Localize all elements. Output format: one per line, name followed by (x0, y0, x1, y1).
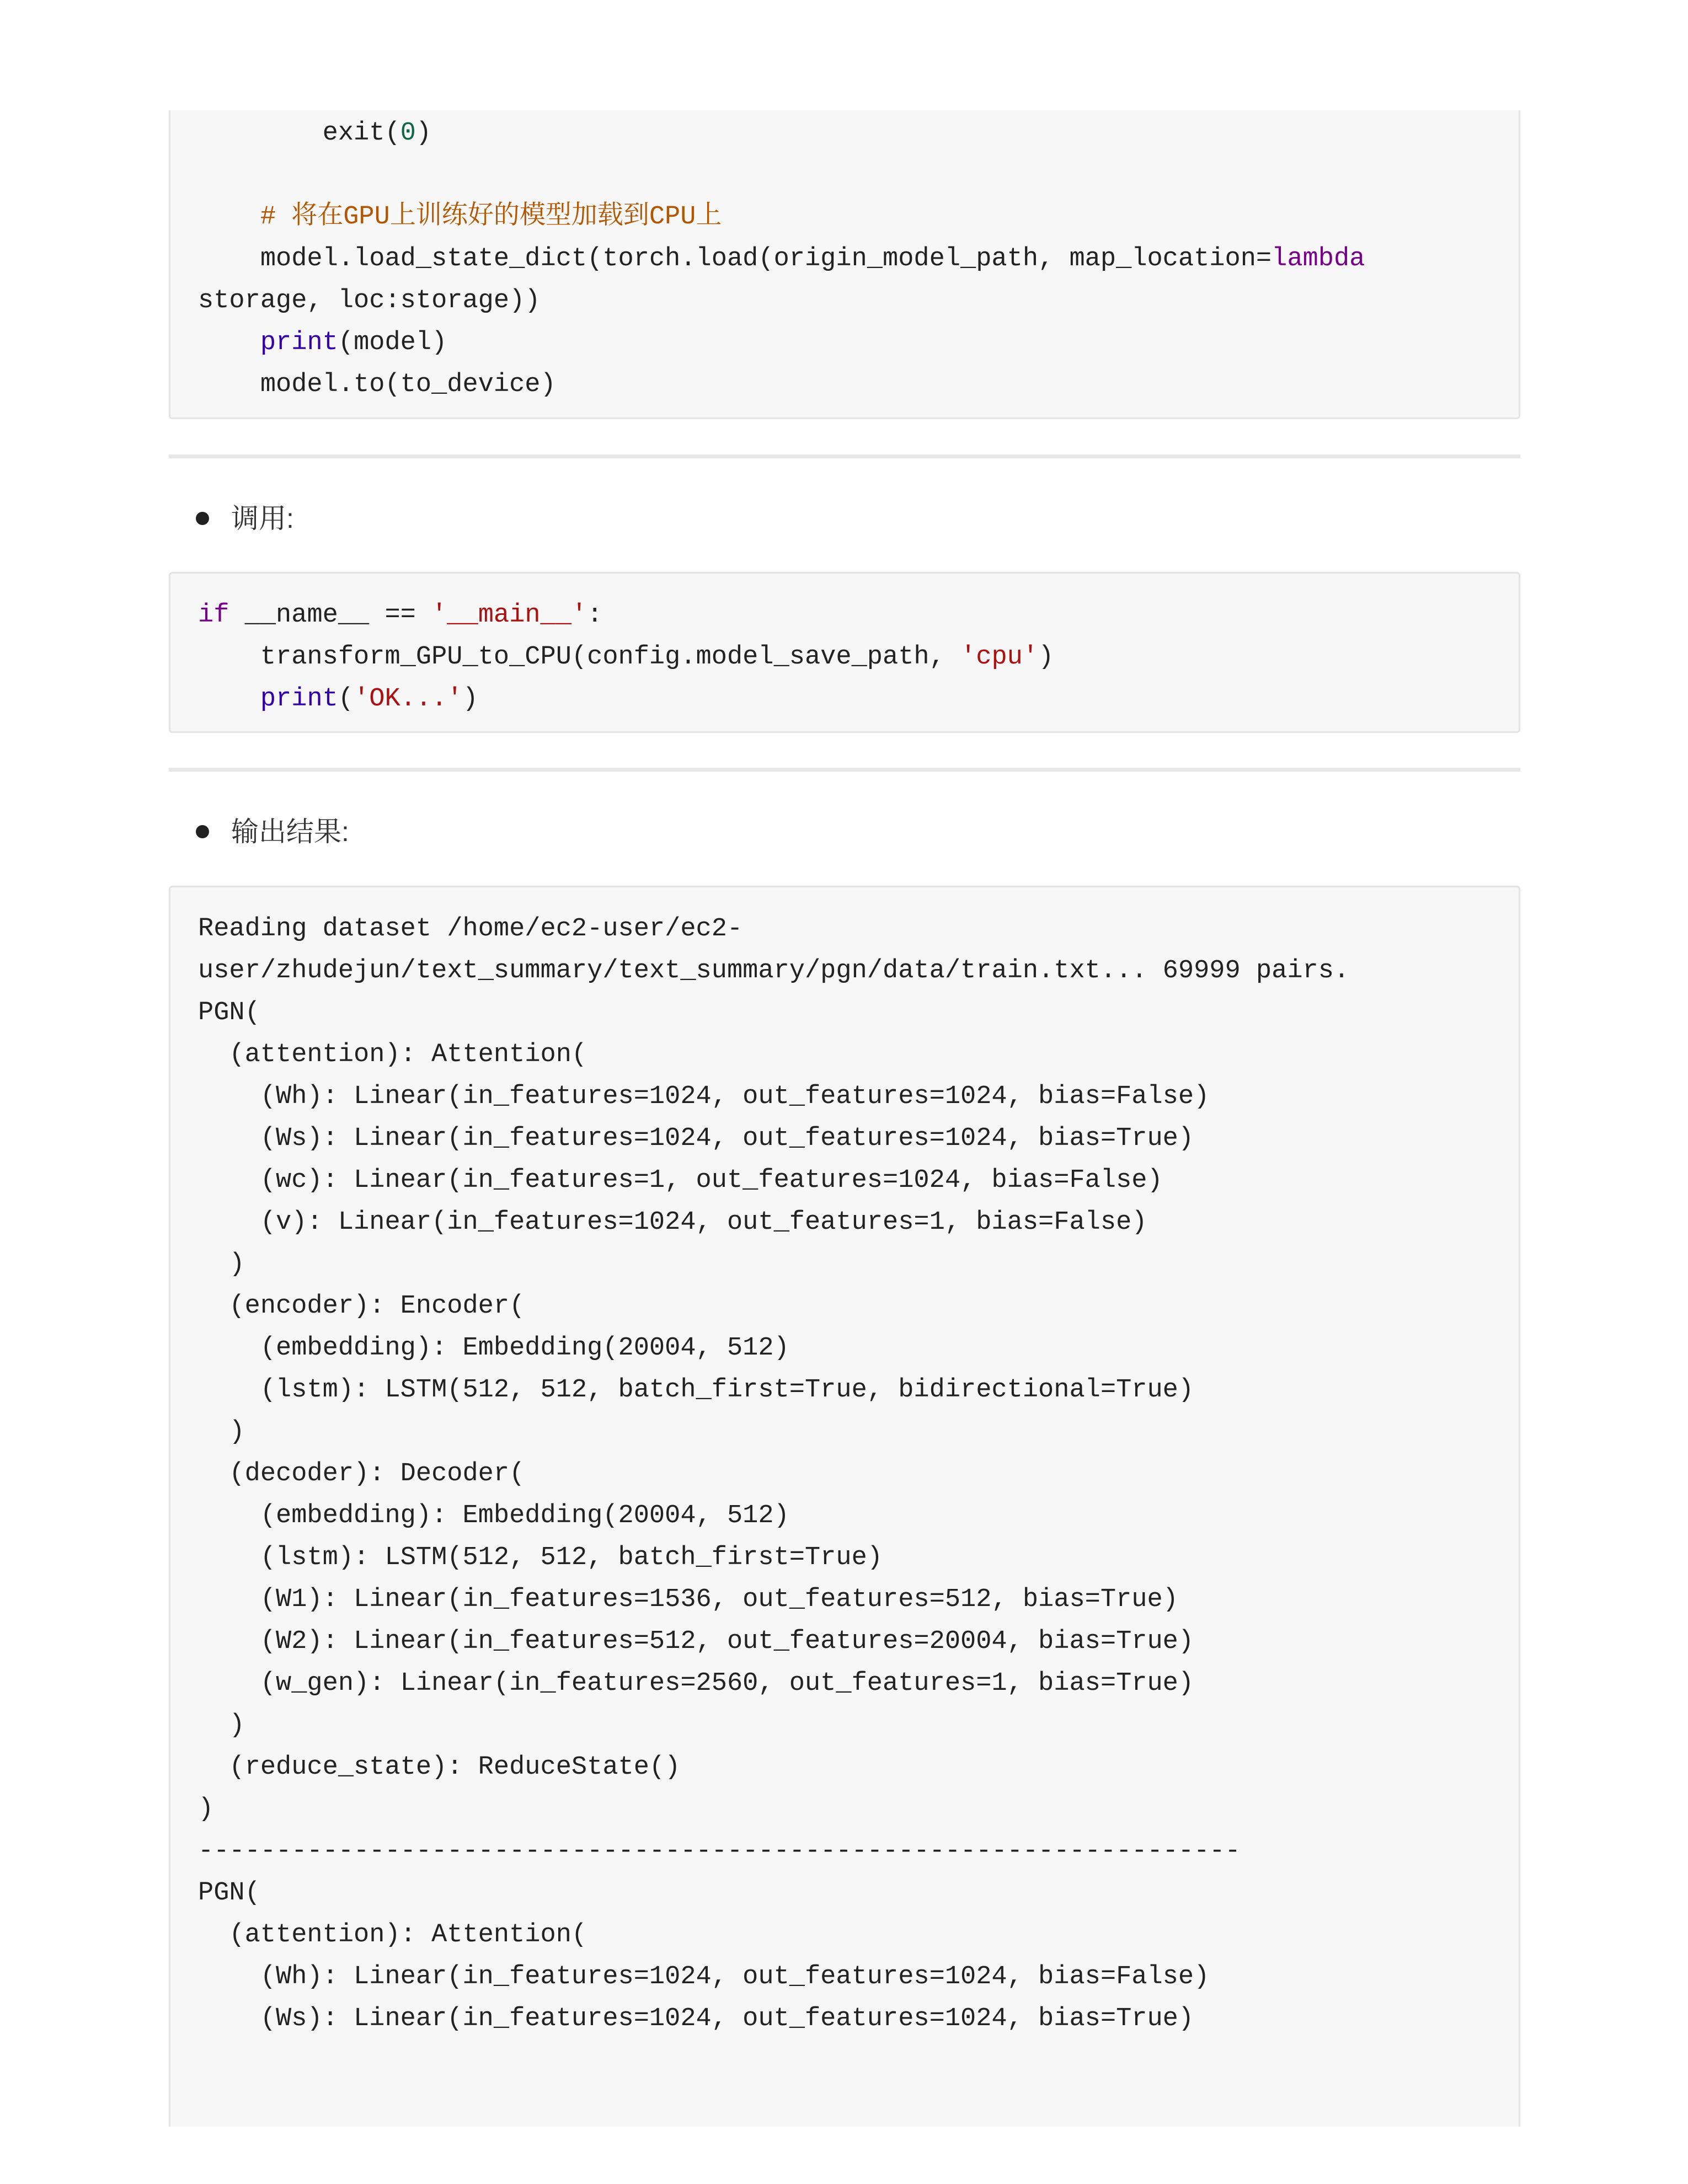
code-line (198, 1369, 1519, 1411)
code-line (198, 280, 1519, 322)
code-token: print (260, 684, 338, 714)
code-line (198, 1076, 1519, 1118)
code-token: transform_GPU_to_CPU(config.model_save_path, (198, 643, 961, 672)
code-token: print (260, 328, 338, 357)
code-line (198, 1998, 1519, 2040)
code-token: ( (338, 684, 354, 714)
code-line (198, 1914, 1519, 1956)
code-line (198, 1118, 1519, 1160)
code-line (198, 1747, 1519, 1789)
code-token: exit( (198, 119, 400, 148)
divider (169, 768, 1520, 772)
code-token: __name__ == (229, 601, 432, 630)
code-token: ) (198, 1417, 245, 1447)
code-line (198, 992, 1519, 1034)
code-line (198, 1034, 1519, 1076)
code-line (198, 364, 1519, 406)
code-line (198, 1872, 1519, 1914)
code-token: 'OK...' (354, 684, 463, 714)
code-line (198, 113, 1519, 154)
code-token: (v): Linear(in_features=1024, out_features=1, bias=False) (198, 1208, 1147, 1237)
code-token: model.load_state_dict(torch.load(origin_model_path, map_location= (198, 244, 1272, 274)
code-block-output (169, 886, 1520, 2127)
code-token: (w_gen): Linear(in_features=2560, out_features=1, bias=True) (198, 1669, 1194, 1698)
code-token: ) (198, 1711, 245, 1740)
code-token: lambda (1272, 244, 1365, 274)
code-token: model.to(to_device) (198, 370, 556, 399)
code-line (198, 1579, 1519, 1621)
code-token: PGN( (198, 998, 260, 1027)
code-line (198, 1956, 1519, 1998)
code-token: (wc): Linear(in_features=1, out_features=1024, bias=False) (198, 1166, 1163, 1195)
code-token: (Wh): Linear(in_features=1024, out_features=1024, bias=False) (198, 1082, 1210, 1111)
code-line (198, 1621, 1519, 1663)
code-line (198, 1286, 1519, 1327)
code-token: (W1): Linear(in_features=1536, out_features=512, bias=True) (198, 1585, 1178, 1614)
bullet-item-call (196, 496, 294, 540)
code-line (198, 1453, 1519, 1495)
divider (169, 454, 1520, 458)
code-line (198, 1663, 1519, 1705)
code-line (198, 1411, 1519, 1453)
code-token: (lstm): LSTM(512, 512, batch_first=True) (198, 1543, 883, 1572)
code-token: # 将在GPU上训练好的模型加载到CPU上 (198, 202, 722, 232)
code-line (198, 1327, 1519, 1369)
code-token: (attention): Attention( (198, 1040, 587, 1069)
code-line (198, 908, 1519, 950)
code-line (198, 238, 1519, 280)
code-token: storage, loc:storage)) (198, 286, 541, 315)
bullet-icon (196, 512, 209, 525)
code-token (198, 684, 260, 714)
code-token: (Ws): Linear(in_features=1024, out_features=1024, bias=True) (198, 1124, 1194, 1153)
code-token: ) (415, 119, 432, 148)
code-token: (model) (338, 328, 447, 357)
code-line (198, 1160, 1519, 1202)
code-token: : (587, 601, 603, 630)
code-token: (lstm): LSTM(512, 512, batch_first=True, bidirectional=True) (198, 1375, 1194, 1405)
code-line (198, 1244, 1519, 1286)
code-line (198, 1789, 1519, 1830)
code-token: (Ws): Linear(in_features=1024, out_features=1024, bias=True) (198, 2004, 1194, 2033)
code-token: user/zhudejun/text_summary/text_summary/pgn/data/train.txt... 69999 pairs. (198, 956, 1350, 986)
code-token: ) (198, 1250, 245, 1279)
code-line (198, 1705, 1519, 1747)
code-line (198, 1202, 1519, 1244)
code-token: if (198, 601, 229, 630)
code-token: (decoder): Decoder( (198, 1459, 525, 1489)
code-token: ) (462, 684, 478, 714)
code-line (198, 196, 1519, 238)
code-token: (embedding): Embedding(20004, 512) (198, 1501, 789, 1530)
code-token: Reading dataset /home/ec2-user/ec2- (198, 914, 743, 944)
code-token: PGN( (198, 1878, 260, 1908)
code-token: ) (198, 1795, 214, 1824)
code-line (198, 154, 1519, 196)
code-line (198, 1830, 1519, 1872)
code-line (198, 678, 1519, 720)
code-line (198, 322, 1519, 364)
code-line (198, 595, 1519, 636)
code-token: (reduce_state): ReduceState() (198, 1753, 681, 1782)
code-line (198, 1537, 1519, 1579)
bullet-label-output: 输出结果: (231, 816, 349, 847)
code-block-call (169, 572, 1520, 733)
code-line (198, 636, 1519, 678)
code-token: '__main__' (431, 601, 587, 630)
code-token: (encoder): Encoder( (198, 1292, 525, 1321)
code-token: ) (1038, 643, 1054, 672)
code-token: (attention): Attention( (198, 1920, 587, 1950)
code-token: (W2): Linear(in_features=512, out_features=20004, bias=True) (198, 1627, 1194, 1656)
bullet-icon (196, 825, 209, 838)
code-token: (Wh): Linear(in_features=1024, out_features=1024, bias=False) (198, 1962, 1210, 1992)
code-token (198, 328, 260, 357)
code-block-model-load (169, 110, 1520, 419)
code-token: (embedding): Embedding(20004, 512) (198, 1334, 789, 1363)
code-token: 'cpu' (960, 643, 1039, 672)
code-token: 0 (400, 119, 416, 148)
bullet-label-call: 调用: (231, 503, 294, 534)
bullet-item-output (196, 810, 349, 854)
code-line (198, 950, 1519, 992)
code-line (198, 1495, 1519, 1537)
code-token: ------------------------------------------------------------------- (198, 1837, 1241, 1866)
